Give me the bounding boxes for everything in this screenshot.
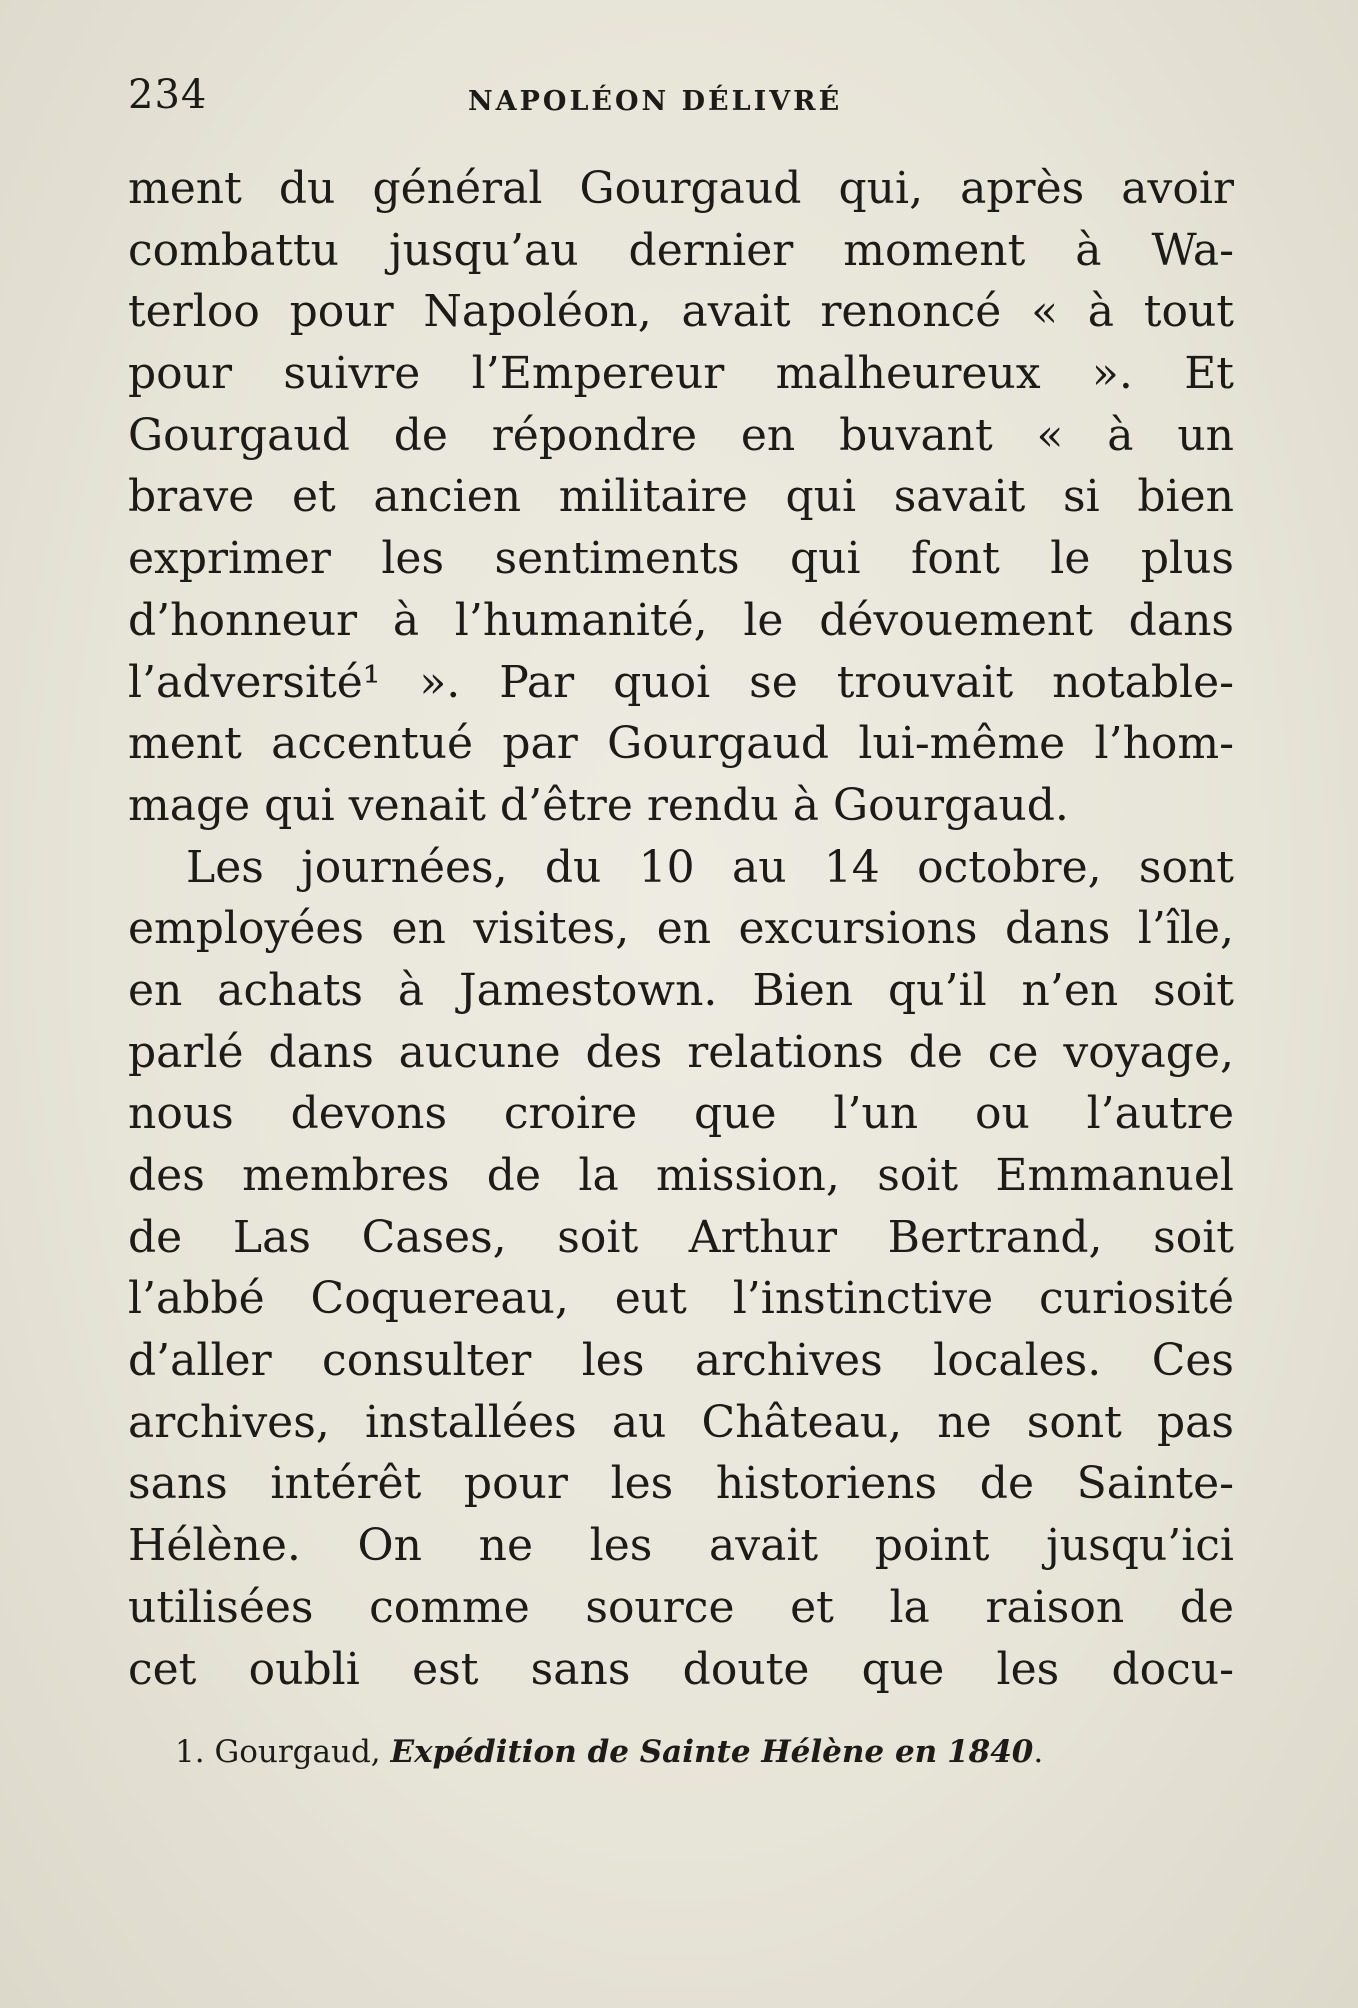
text-line: d’aller consulter les archives locales. Ces: [128, 1335, 1234, 1387]
text-line: archives, installées au Château, ne sont pas: [128, 1396, 1234, 1448]
text-line: sans intérêt pour les historiens de Sainte-: [128, 1458, 1234, 1510]
text-line: parlé dans aucune des relations de ce voyage,: [128, 1026, 1234, 1078]
text-line: ment accentué par Gourgaud lui-même l’hom-: [128, 718, 1234, 770]
text-line: d’honneur à l’humanité, le dévouement dans: [128, 594, 1234, 646]
footnote: [175, 1730, 1175, 1774]
text-line: Gourgaud de répondre en buvant « à un: [128, 409, 1234, 461]
text-line: combattu jusqu’au dernier moment à Wa-: [128, 224, 1234, 276]
running-head: [128, 72, 1238, 132]
footnote-author: Gourgaud,: [214, 1734, 381, 1770]
body-text: [128, 158, 1234, 1700]
text-line: l’abbé Coquereau, eut l’instinctive curiosité: [128, 1273, 1234, 1325]
paragraph-end-line: mage qui venait d’être rendu à Gourgaud.: [128, 779, 1069, 831]
text-line: nous devons croire que l’un ou l’autre: [128, 1088, 1234, 1140]
text-line: de Las Cases, soit Arthur Bertrand, soit: [128, 1211, 1234, 1263]
footnote-number: 1.: [175, 1734, 205, 1770]
page-number: 234: [128, 72, 208, 118]
text-line: utilisées comme source et la raison de: [128, 1581, 1234, 1633]
text-line: en achats à Jamestown. Bien qu’il n’en soit: [128, 964, 1234, 1016]
text-line: ment du général Gourgaud qui, après avoir: [128, 163, 1234, 214]
footnote-year: 1840: [947, 1734, 1034, 1770]
footnote-title: Expédition de Sainte Hélène en: [390, 1734, 938, 1770]
text-line: Hélène. On ne les avait point jusqu’ici: [128, 1520, 1234, 1572]
text-line: brave et ancien militaire qui savait si bien: [128, 471, 1234, 523]
text-line: terloo pour Napoléon, avait renoncé « à tout: [128, 286, 1234, 338]
text-line: cet oubli est sans doute que les docu-: [128, 1643, 1234, 1695]
text-line: pour suivre l’Empereur malheureux ». Et: [128, 348, 1234, 400]
footnote-end: .: [1033, 1734, 1044, 1770]
text-line: exprimer les sentiments qui font le plus: [128, 533, 1234, 585]
running-title: NAPOLÉON DÉLIVRÉ: [468, 86, 843, 117]
text-line: employées en visites, en excursions dans l’île,: [128, 903, 1234, 955]
paragraph-start-line: Les journées, du 10 au 14 octobre, sont: [186, 841, 1234, 893]
text-line: l’adversité¹ ». Par quoi se trouvait notable-: [128, 656, 1234, 708]
text-line: des membres de la mission, soit Emmanuel: [128, 1150, 1234, 1201]
